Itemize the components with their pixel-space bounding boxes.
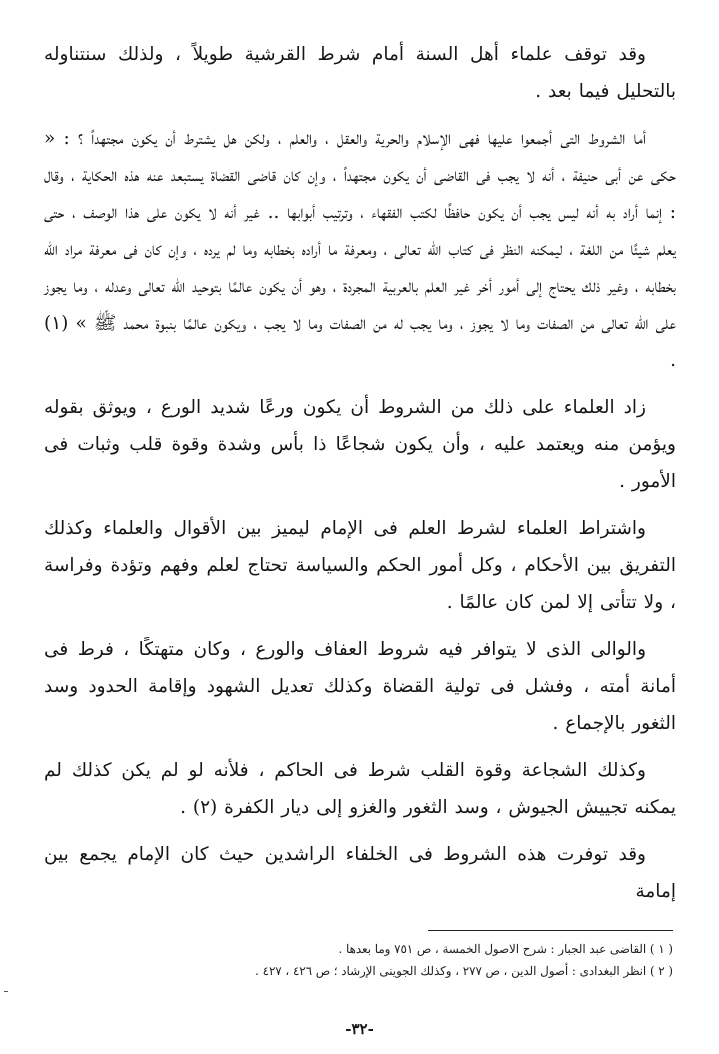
- scan-edge-mark: [4, 991, 8, 992]
- footnotes: [255, 938, 673, 982]
- paragraph-4: واشتراط العلماء لشرط العلم فى الإمام ليميز بين الأقوال والعلماء وكذلك التفريق بين الأحكام ، وكل أمور الحكم والسياسة تحتاج لعلم وفهم وتؤدة وفراسة ، ولا تتأتى إلا لمن كان عالمًا .: [44, 518, 676, 613]
- paragraph-5: والوالى الذى لا يتوافر فيه شروط العفاف والورع ، وكان متهتكًا ، فرط فى أمانة أمته ، وفشل فى تولية القضاة وكذلك تعديل الشهود وإقامة الحدود وسد الثغور بالإجماع .: [44, 639, 676, 734]
- paragraph-6: وكذلك الشجاعة وقوة القلب شرط فى الحاكم ، فلأنه لو لم يكن كذلك لم يمكنه تجييش الجيوش ، وسد الثغور والغزو إلى ديار الكفرة (٢) .: [44, 760, 676, 818]
- paragraph-7: وقد توفرت هذه الشروط فى الخلفاء الراشدين حيث كان الإمام يجمع بين إمامة: [44, 844, 676, 902]
- paragraph-1: وقد توقف علماء أهل السنة أمام شرط القرشية طويلاً ، ولذلك سنتناوله بالتحليل فيما بعد .: [44, 44, 676, 102]
- paragraph-3: زاد العلماء على ذلك من الشروط أن يكون ورعًا شديد الورع ، ويوثق بقوله ويؤمن منه ويعتمد عليه ، وأن يكون شجاعًا ذا بأس وشدة وقوة قلب وثبات فى الأمور .: [44, 397, 676, 492]
- footnote-divider: [428, 930, 673, 931]
- page-number: -٣٢-: [345, 1020, 374, 1038]
- paragraph-2: أما الشروط التى أجمعوا عليها فهى الإسلام والحرية والعقل ، والعلم ، ولكن هل يشترط أن يكون مجتهداً ؟ : « حكى عن أبى حنيفة ، أنه لا يجب فى القاضى أن يكون مجتهداً ، وإن كان قاضى القضاة يستبعد عنه هذه الحكاية ، وقال : إنما أراد به أنه ليس يجب أن يكون حافظًا لكتب الفقهاء ، وترتيب أبوابها .. غير أنه لا يكون على هذا الوصف ، حتى يعلم شيئًا من اللغة ، ليمكنه النظر فى كتاب الله تعالى ، ومعرفة ما أراده بخطابه وما لم يرده ، وإن كان فى معرفة مراد الله بخطابه ، وغير ذلك يحتاج إلى أمور أخر غير العلم بالعربية المجردة ، وهو أن يكون عالمًا بتوحيد الله تعالى وعدله ، وما يجوز على الله تعالى من الصفات وما لا يجوز ، وما يجب له من الصفات وما لا يجب ، ويكون عالمًا بنبوة محمد ﷺ » (١) .: [44, 128, 676, 371]
- footnote-1: ( ١ ) القاضى عبد الجبار : شرح الاصول الخمسة ، ص ٧٥١ وما بعدها .: [338, 942, 673, 956]
- page-body: [44, 36, 676, 920]
- footnote-2: ( ٢ ) انظر البغدادى : أصول الدين ، ص ٢٧٧ ، وكذلك الجوينى الإرشاد ؛ ص ٤٢٦ ، ٤٢٧ .: [255, 964, 673, 978]
